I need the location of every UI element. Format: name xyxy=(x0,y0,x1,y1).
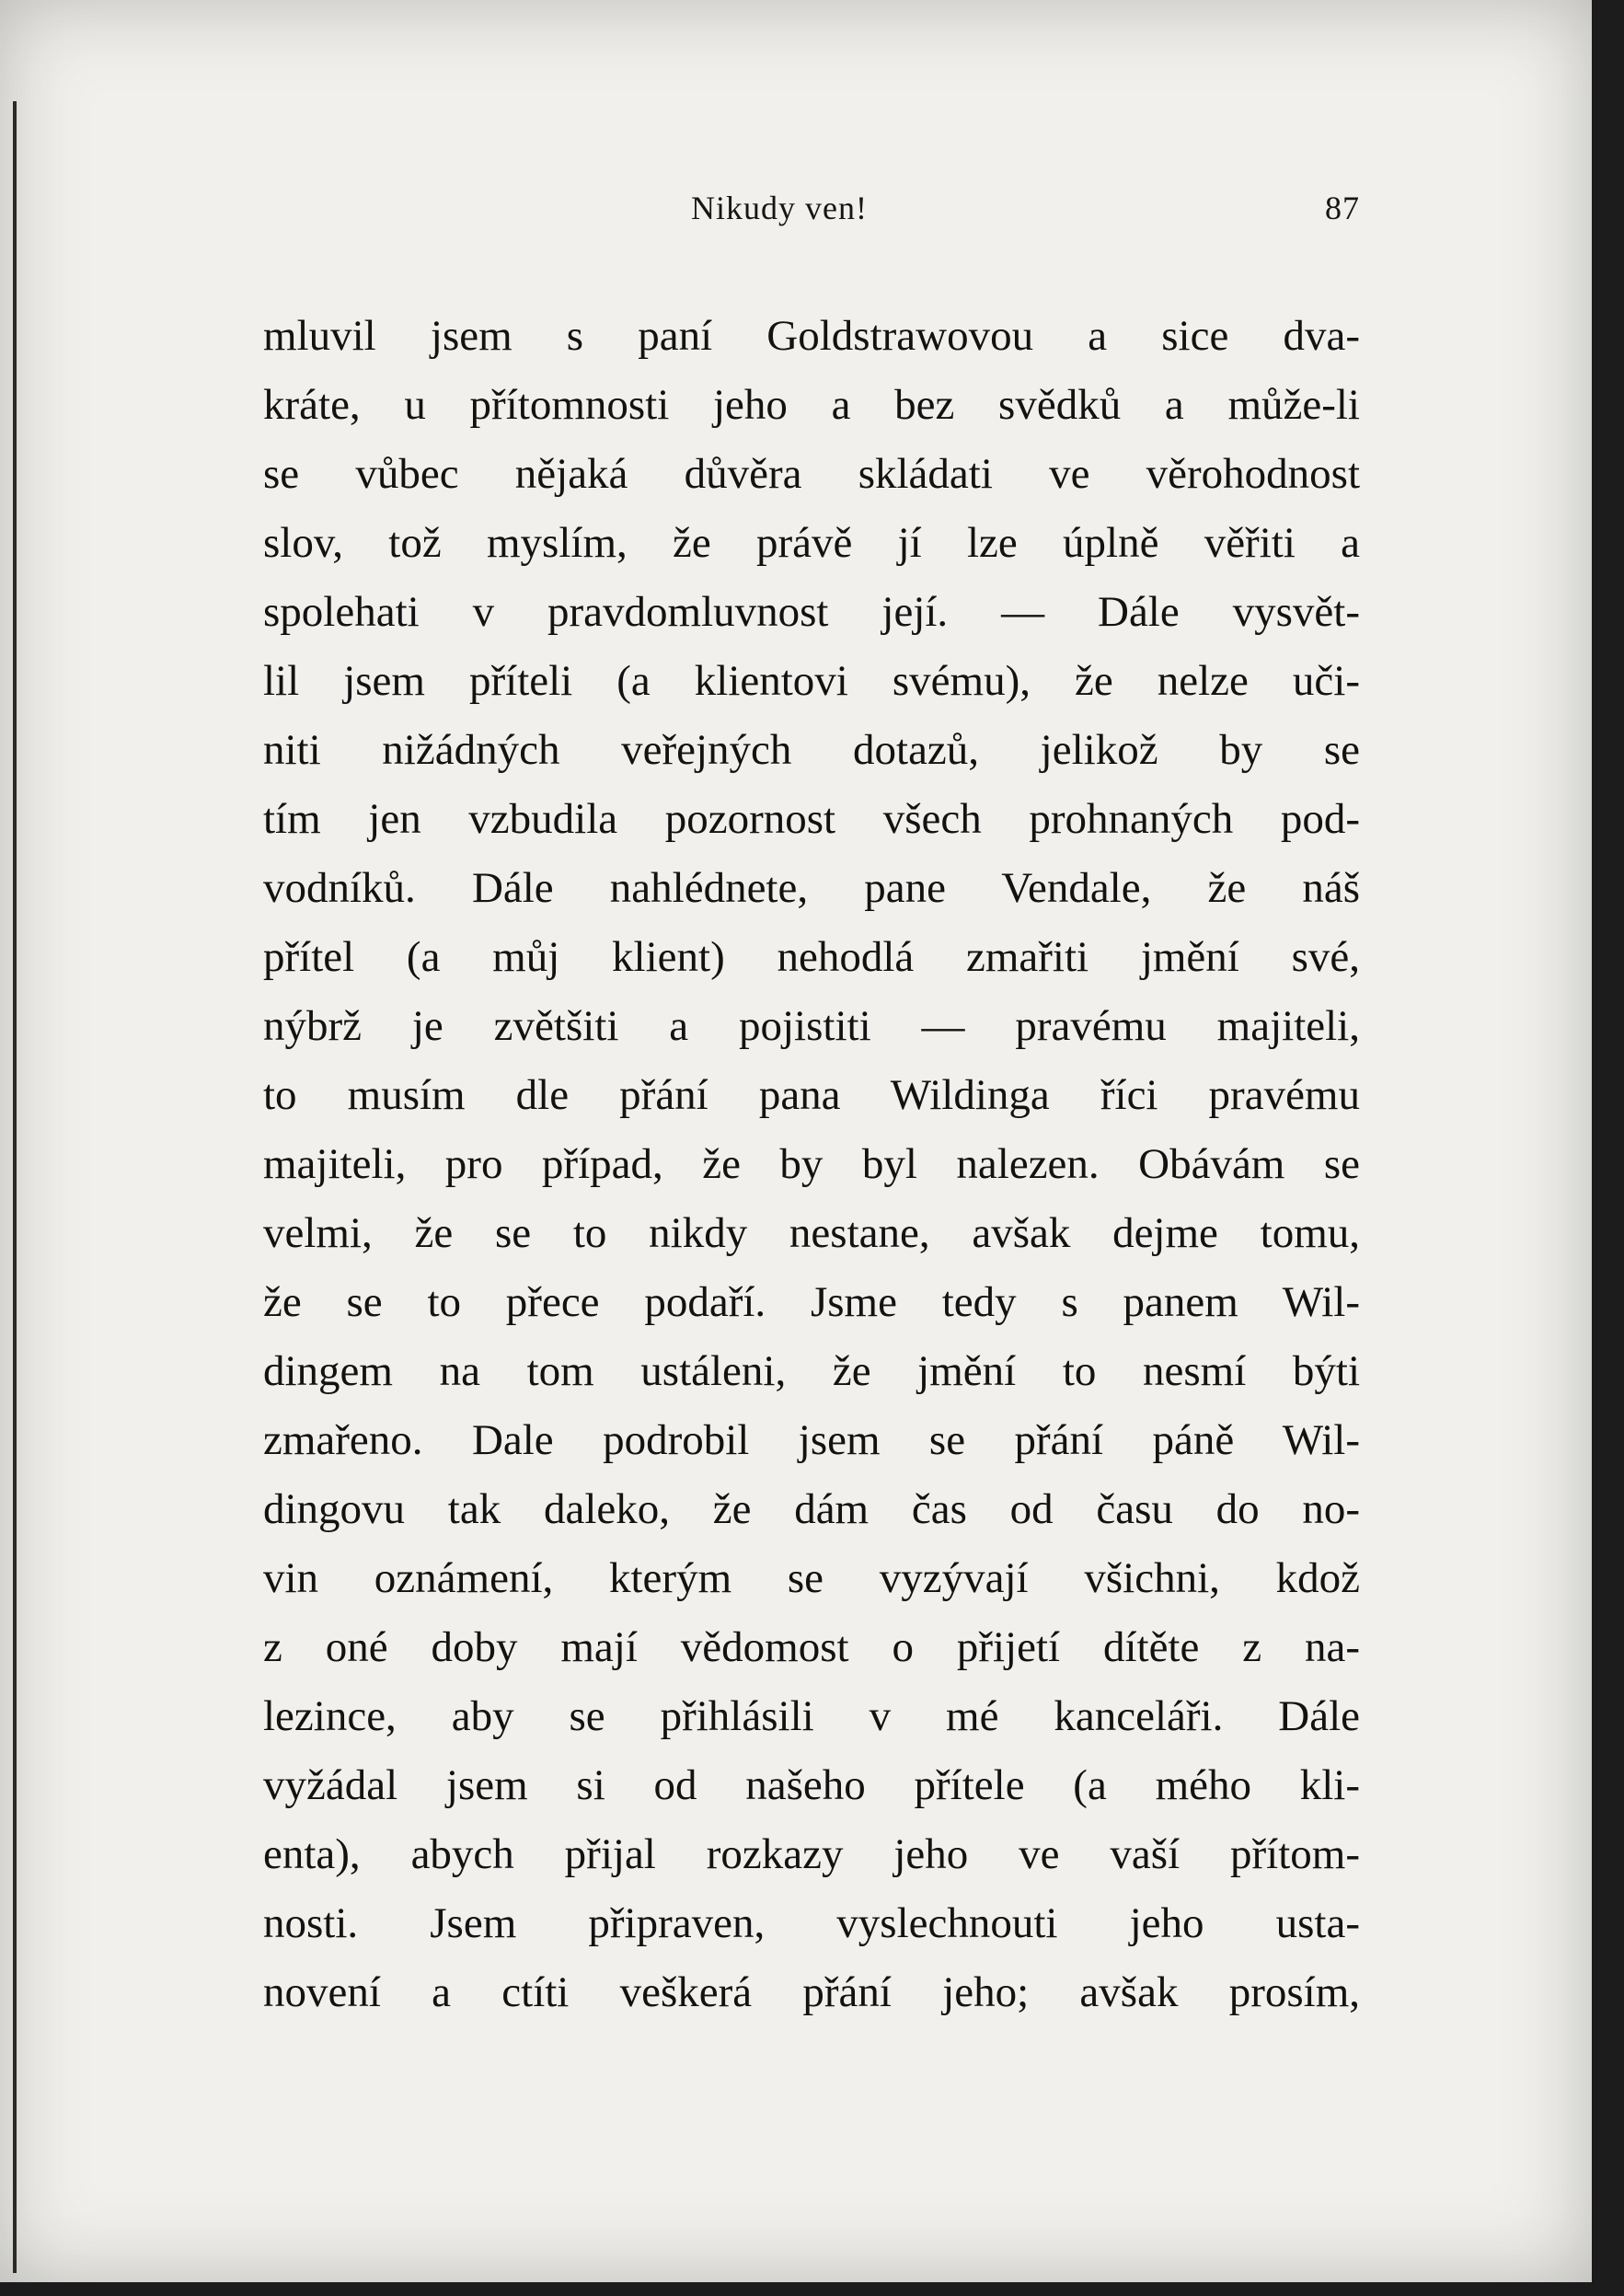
text-line: tím jen vzbudila pozornost všech prohnaných pod- xyxy=(263,795,1360,843)
text-line: kráte, u přítomnosti jeho a bez svědků a může-li xyxy=(263,381,1360,429)
page-number: 87 xyxy=(1325,190,1360,226)
text-line: zmařeno. Dale podrobil jsem se přání páně Wil- xyxy=(263,1416,1360,1464)
text-line: dingovu tak daleko, že dám čas od času do no- xyxy=(263,1485,1360,1533)
text-line: novení a ctíti veškerá přání jeho; avšak prosím, xyxy=(263,1968,1360,2016)
text-line: nýbrž je zvětšiti a pojistiti — pravému majiteli, xyxy=(263,1002,1360,1050)
text-line: slov, tož myslím, že právě jí lze úplně věřiti a xyxy=(263,519,1360,567)
text-line: niti nižádných veřejných dotazů, jelikož by se xyxy=(263,726,1360,774)
text-line: se vůbec nějaká důvěra skládati ve věrohodnost xyxy=(263,450,1360,498)
running-title: Nikudy ven! xyxy=(691,190,868,226)
text-line: to musím dle přání pana Wildinga říci pravému xyxy=(263,1071,1360,1119)
text-line: vyžádal jsem si od našeho přítele (a mého kli- xyxy=(263,1761,1360,1809)
body-text xyxy=(263,302,1360,2027)
text-line: mluvil jsem s paní Goldstrawovou a sice dva- xyxy=(263,312,1360,360)
page-edge-shadow xyxy=(13,101,17,2273)
text-line: enta), abych přijal rozkazy jeho ve vaší přítom- xyxy=(263,1830,1360,1878)
text-line: majiteli, pro případ, že by byl nalezen. Obávám se xyxy=(263,1140,1360,1188)
text-line: velmi, že se to nikdy nestane, avšak dejme tomu, xyxy=(263,1209,1360,1257)
text-line: spolehati v pravdomluvnost její. — Dále vysvět- xyxy=(263,588,1360,636)
text-line: přítel (a můj klient) nehodlá zmařiti jmění své, xyxy=(263,933,1360,981)
text-line: vin oznámení, kterým se vyzývají všichni, kdož xyxy=(263,1554,1360,1602)
text-line: vodníků. Dále nahlédnete, pane Vendale, že náš xyxy=(263,864,1360,912)
page-header xyxy=(263,189,1360,235)
text-line: že se to přece podaří. Jsme tedy s panem Wil- xyxy=(263,1278,1360,1326)
text-line: lil jsem příteli (a klientovi svému), že nelze uči- xyxy=(263,657,1360,705)
text-line: lezince, aby se přihlásili v mé kanceláři. Dále xyxy=(263,1692,1360,1740)
text-line: z oné doby mají vědomost o přijetí dítěte z na- xyxy=(263,1623,1360,1671)
text-line: dingem na tom ustáleni, že jmění to nesmí býti xyxy=(263,1347,1360,1395)
text-line: nosti. Jsem připraven, vyslechnouti jeho usta- xyxy=(263,1899,1360,1947)
